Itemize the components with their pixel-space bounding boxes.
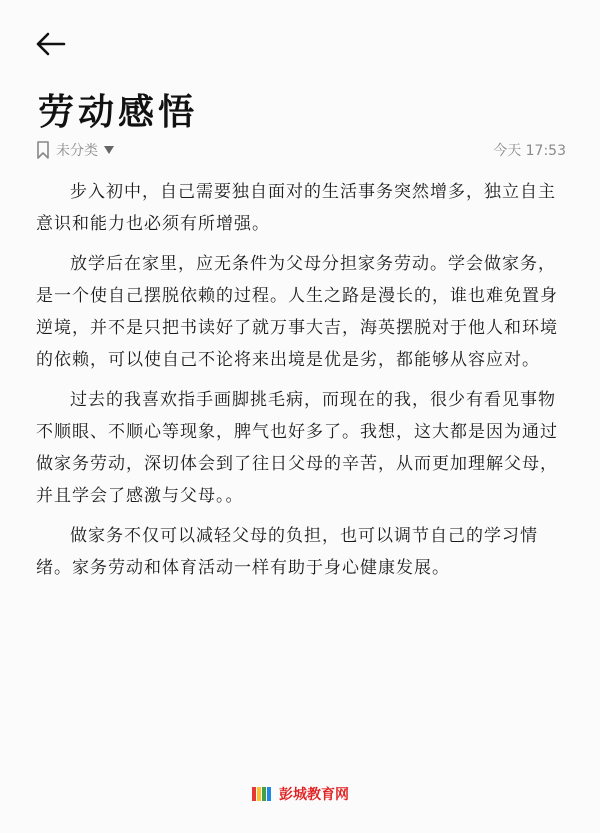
bookmark-icon bbox=[36, 141, 50, 159]
logo-text: 彭城教育网 bbox=[279, 787, 349, 803]
watermark-logo bbox=[0, 782, 600, 806]
paragraph: 放学后在家里，应无条件为父母分担家务劳动。学会做家务，是一个使自己摆脱依赖的过程。人生之路是漫长的，谁也难免置身逆境，并不是只把书读好了就万事大吉，海英摆脱对于他人和环境的依赖，可以使自己不论将来出境是优是劣，都能够从容应对。 bbox=[36, 254, 558, 370]
back-button[interactable] bbox=[30, 24, 70, 64]
paragraph: 过去的我喜欢指手画脚挑毛病，而现在的我，很少有看见事物不顺眼、不顺心等现象，脾气也好多了。我想，这大都是因为通过做家务劳动，深切体会到了往日父母的辛苦，从而更加理解父母，并且学会了感激与父母。。 bbox=[36, 390, 558, 506]
note-meta-row bbox=[36, 138, 566, 162]
paragraph: 做家务不仅可以减轻父母的负担，也可以调节自己的学习情绪。家务劳动和体育活动一样有助于身心健康发展。 bbox=[36, 526, 538, 578]
category-selector[interactable] bbox=[36, 140, 114, 160]
caret-down-icon bbox=[104, 146, 114, 154]
top-bar bbox=[0, 0, 600, 80]
category-label: 未分类 bbox=[56, 143, 98, 159]
note-timestamp: 今天 17:53 bbox=[493, 143, 566, 159]
paragraph: 步入初中，自己需要独自面对的生活事务突然增多，独立自主意识和能力也必须有所增强。 bbox=[36, 182, 556, 234]
note-body[interactable] bbox=[36, 176, 564, 592]
book-logo-icon bbox=[251, 785, 273, 803]
note-title: 劳动感悟 bbox=[38, 92, 199, 133]
arrow-left-icon bbox=[30, 24, 70, 64]
